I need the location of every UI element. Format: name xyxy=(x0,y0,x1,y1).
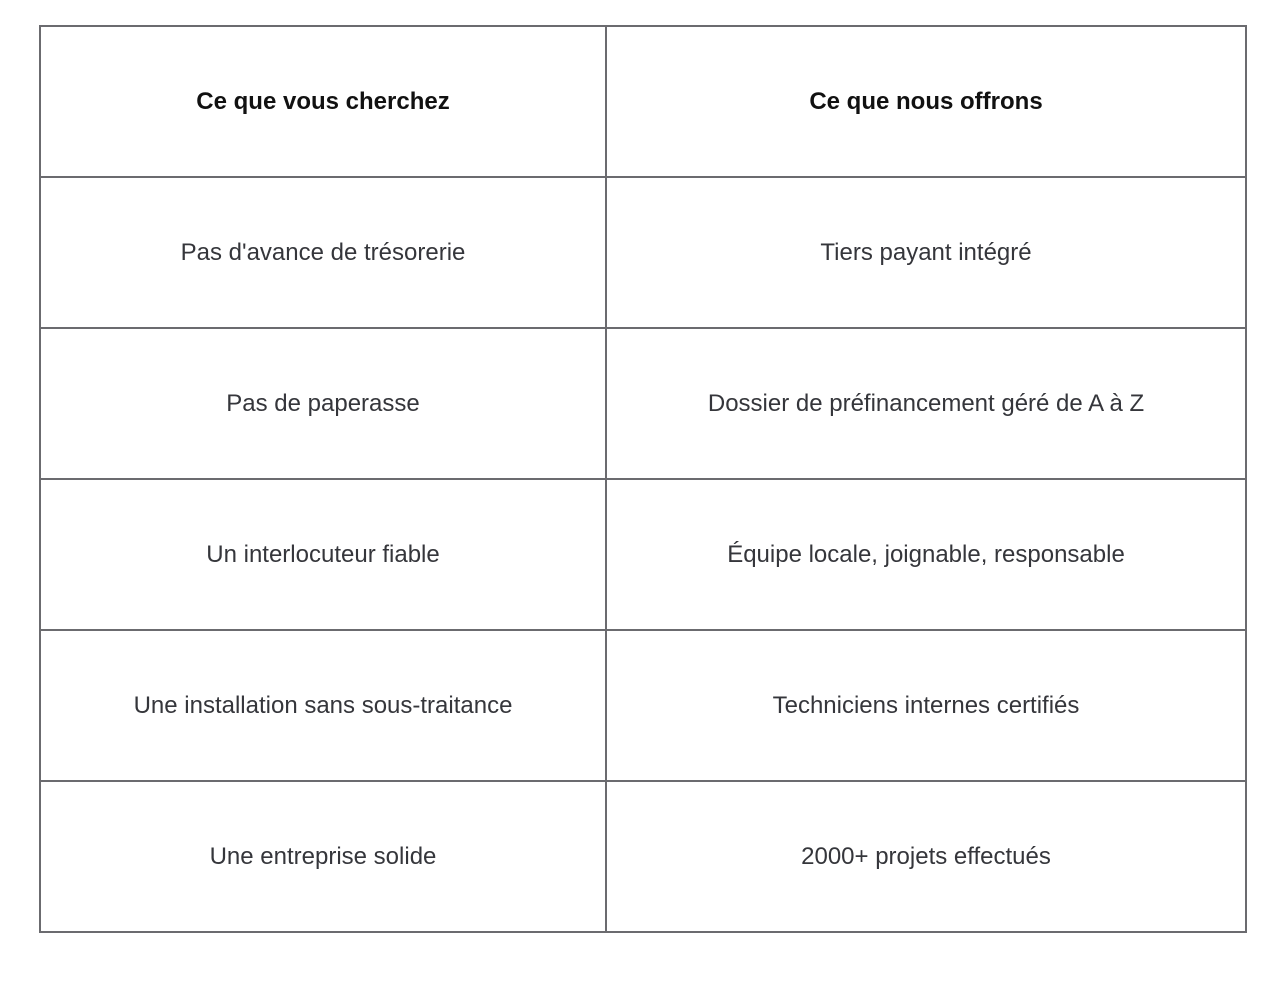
table-cell-need: Pas d'avance de trésorerie xyxy=(40,177,606,328)
table-cell-offer: Équipe locale, joignable, responsable xyxy=(606,479,1246,630)
header-cell-offer: Ce que nous offrons xyxy=(606,26,1246,177)
table-row xyxy=(40,177,1246,328)
table-row xyxy=(40,479,1246,630)
table-row xyxy=(40,630,1246,781)
comparison-table xyxy=(39,25,1247,933)
table-cell-need: Un interlocuteur fiable xyxy=(40,479,606,630)
table-cell-offer: Techniciens internes certifiés xyxy=(606,630,1246,781)
table-cell-offer: Dossier de préfinancement géré de A à Z xyxy=(606,328,1246,479)
header-cell-looking-for: Ce que vous cherchez xyxy=(40,26,606,177)
table-cell-need: Une installation sans sous-traitance xyxy=(40,630,606,781)
table-cell-offer: 2000+ projets effectués xyxy=(606,781,1246,932)
table-row xyxy=(40,781,1246,932)
table-cell-offer: Tiers payant intégré xyxy=(606,177,1246,328)
table-cell-need: Une entreprise solide xyxy=(40,781,606,932)
table-header xyxy=(40,26,1246,177)
table-row xyxy=(40,328,1246,479)
header-row xyxy=(40,26,1246,177)
table-body xyxy=(40,177,1246,932)
table-cell-need: Pas de paperasse xyxy=(40,328,606,479)
